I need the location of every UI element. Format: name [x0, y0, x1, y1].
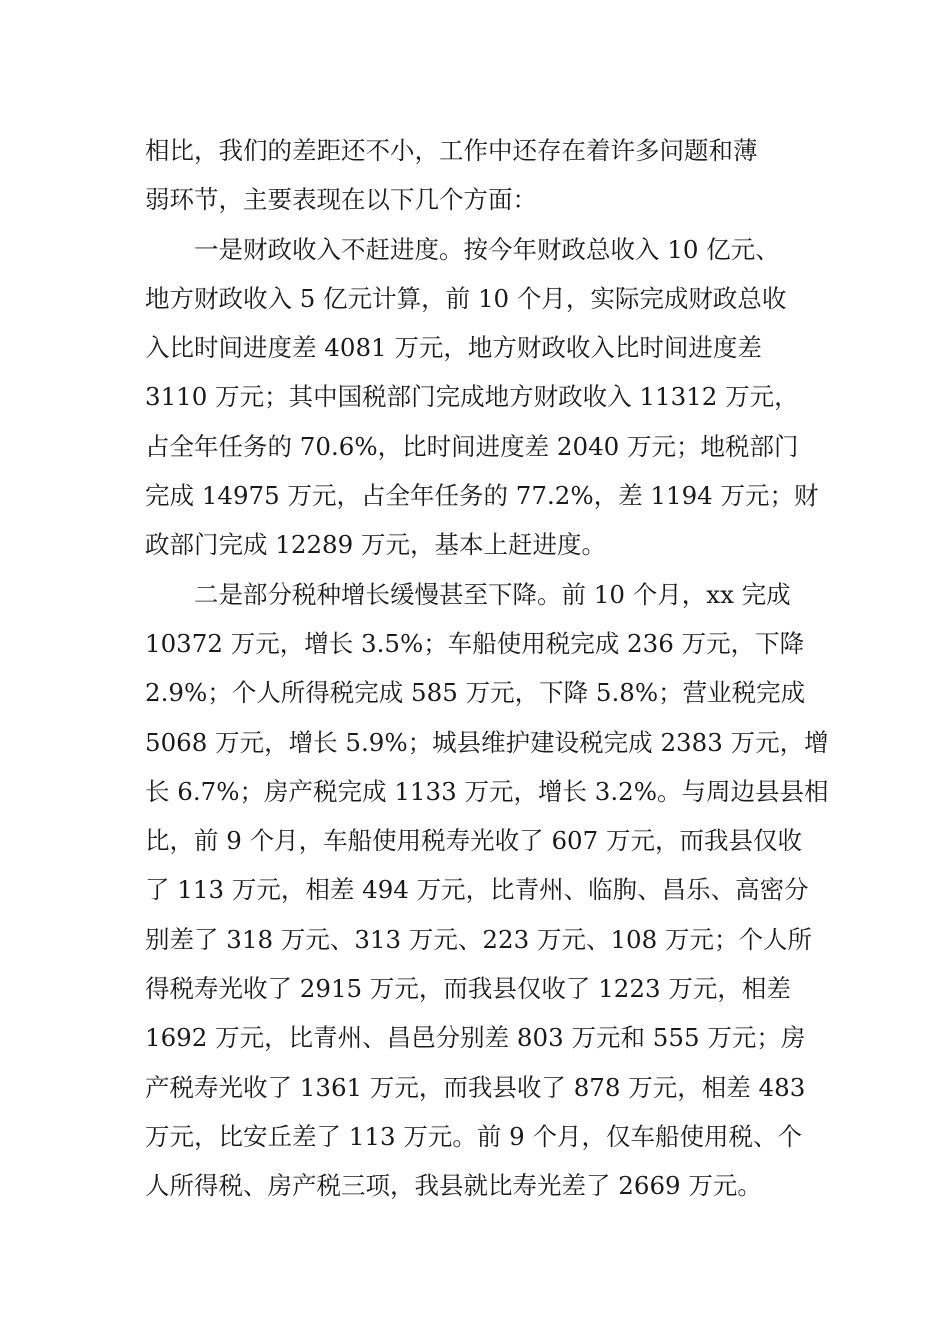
text-line: 了 113 万元，相差 494 万元，比青州、临朐、昌乐、高密分	[145, 875, 809, 905]
body-text	[145, 126, 829, 1211]
text-line: 占全年任务的 70.6%，比时间进度差 2040 万元；地税部门	[145, 431, 799, 461]
text-line: 产税寿光收了 1361 万元，而我县收了 878 万元，相差 483	[145, 1072, 806, 1102]
text-line: 地方财政收入 5 亿元计算，前 10 个月，实际完成财政总收	[145, 283, 787, 313]
text-line: 2.9%；个人所得税完成 585 万元，下降 5.8%；营业税完成	[145, 678, 806, 708]
text-line: 5068 万元，增长 5.9%；城县维护建设税完成 2383 万元，增	[145, 727, 829, 757]
text-line: 1692 万元，比青州、昌邑分别差 803 万元和 555 万元；房	[145, 1023, 806, 1053]
text-line: 相比，我们的差距还不小，工作中还存在着许多问题和薄	[145, 136, 758, 165]
text-line: 弱环节，主要表现在以下几个方面：	[145, 185, 537, 215]
text-line: 完成 14975 万元，占全年任务的 77.2%，差 1194 万元；财	[145, 481, 819, 511]
text-line: 别差了 318 万元、313 万元、223 万元、108 万元；个人所	[145, 924, 812, 954]
text-line: 人所得税、房产税三项，我县就比寿光差了 2669 万元。	[145, 1171, 762, 1201]
text-line: 3110 万元；其中国税部门完成地方财政收入 11312 万元，	[145, 382, 799, 412]
text-line: 比，前 9 个月，车船使用税寿光收了 607 万元，而我县仅收	[145, 826, 802, 856]
text-line: 万元，比安丘差了 113 万元。前 9 个月，仅车船使用税、个	[145, 1121, 802, 1151]
paragraph-start-line: 二是部分税种增长缓慢甚至下降。前 10 个月，xx 完成	[194, 579, 791, 609]
text-line: 政部门完成 12289 万元，基本上赶进度。	[145, 530, 607, 560]
text-line: 入比时间进度差 4081 万元，地方财政收入比时间进度差	[145, 333, 762, 363]
text-line: 长 6.7%；房产税完成 1133 万元，增长 3.2%。与周边县县相	[145, 776, 829, 806]
text-line: 得税寿光收了 2915 万元，而我县仅收了 1223 万元，相差	[145, 974, 791, 1004]
text-line: 10372 万元，增长 3.5%；车船使用税完成 236 万元，下降	[145, 628, 805, 658]
paragraph-start-line: 一是财政收入不赶进度。按今年财政总收入 10 亿元、	[194, 234, 780, 264]
